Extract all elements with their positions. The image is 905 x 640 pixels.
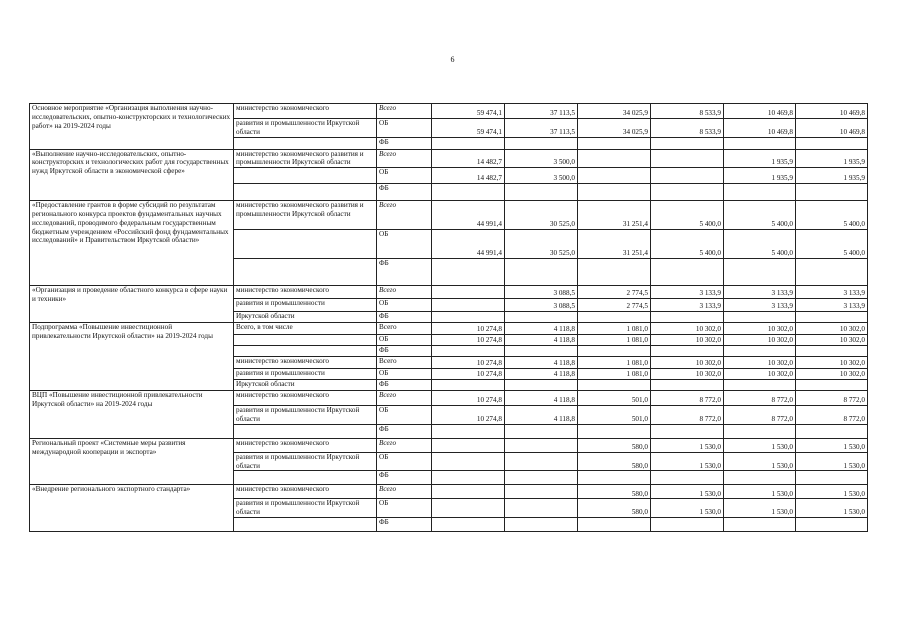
value-cell <box>578 424 651 438</box>
value-cell <box>432 380 505 391</box>
value-cell: 501,0 <box>578 391 651 406</box>
value-cell: 10 469,8 <box>796 104 868 119</box>
value-cell: 3 133,9 <box>651 286 724 299</box>
value-cell <box>432 137 505 149</box>
executor-cell <box>234 184 377 201</box>
value-cell <box>505 424 578 438</box>
executor-cell: министерство экономического <box>234 391 377 406</box>
value-cell <box>651 424 724 438</box>
value-cell: 59 474,1 <box>432 119 505 138</box>
value-cell <box>796 380 868 391</box>
value-cell <box>724 517 796 531</box>
executor-cell: развития и промышленности Иркутской области <box>234 406 377 425</box>
value-cell <box>651 137 724 149</box>
funding-source-cell: ОБ <box>377 335 432 346</box>
funding-source-cell: Всего <box>377 149 432 168</box>
funding-source-cell: ОБ <box>377 452 432 471</box>
funding-source-cell: ФБ <box>377 184 432 201</box>
funding-source-cell: ФБ <box>377 517 432 531</box>
value-cell: 8 772,0 <box>651 391 724 406</box>
value-cell <box>578 517 651 531</box>
value-cell <box>796 517 868 531</box>
value-cell: 10 274,8 <box>432 335 505 346</box>
value-cell <box>432 424 505 438</box>
value-cell <box>651 312 724 323</box>
value-cell <box>432 259 505 286</box>
funding-source-cell: ФБ <box>377 312 432 323</box>
funding-source-cell: ОБ <box>377 406 432 425</box>
value-cell: 10 302,0 <box>651 369 724 380</box>
value-cell <box>432 346 505 357</box>
value-cell <box>505 499 578 518</box>
value-cell <box>724 380 796 391</box>
value-cell: 1 935,9 <box>796 168 868 184</box>
value-cell: 10 469,8 <box>796 119 868 138</box>
value-cell: 5 400,0 <box>796 201 868 230</box>
value-cell: 10 302,0 <box>651 357 724 369</box>
table-row <box>30 485 868 499</box>
value-cell <box>432 471 505 485</box>
table-row <box>30 149 868 168</box>
value-cell: 59 474,1 <box>432 104 505 119</box>
value-cell: 4 118,8 <box>505 357 578 369</box>
value-cell: 10 274,8 <box>432 391 505 406</box>
budget-table <box>29 103 868 532</box>
value-cell: 1 530,0 <box>796 438 868 452</box>
value-cell <box>432 499 505 518</box>
table-row <box>30 286 868 299</box>
value-cell: 1 530,0 <box>651 438 724 452</box>
executor-cell: Иркутской области <box>234 380 377 391</box>
value-cell <box>578 184 651 201</box>
value-cell <box>724 346 796 357</box>
value-cell: 3 133,9 <box>796 286 868 299</box>
value-cell <box>724 471 796 485</box>
value-cell <box>578 346 651 357</box>
value-cell: 8 772,0 <box>651 406 724 425</box>
funding-source-cell: ОБ <box>377 119 432 138</box>
activity-name: «Организация и проведение областного конкурса в сфере науки и техники» <box>30 286 234 323</box>
funding-source-cell: ФБ <box>377 137 432 149</box>
value-cell: 1 530,0 <box>796 499 868 518</box>
value-cell: 10 302,0 <box>724 369 796 380</box>
value-cell: 14 482,7 <box>432 149 505 168</box>
funding-source-cell: ФБ <box>377 471 432 485</box>
value-cell: 10 274,8 <box>432 406 505 425</box>
value-cell <box>578 312 651 323</box>
value-cell <box>724 424 796 438</box>
executor-cell <box>234 230 377 259</box>
funding-source-cell: Всего <box>377 485 432 499</box>
executor-cell: развития и промышленности Иркутской области <box>234 499 377 518</box>
value-cell <box>505 452 578 471</box>
value-cell: 1 530,0 <box>651 499 724 518</box>
value-cell: 10 302,0 <box>796 357 868 369</box>
value-cell: 3 133,9 <box>724 299 796 312</box>
value-cell <box>651 149 724 168</box>
value-cell: 1 530,0 <box>796 452 868 471</box>
activity-name: Подпрограмма «Повышение инвестиционной привлекательности Иркутской области» на 2019-2024 годы <box>30 323 234 391</box>
value-cell: 8 533,9 <box>651 104 724 119</box>
table-row <box>30 201 868 230</box>
value-cell: 3 133,9 <box>651 299 724 312</box>
executor-cell: развития и промышленности <box>234 299 377 312</box>
value-cell: 10 274,8 <box>432 357 505 369</box>
value-cell: 10 469,8 <box>724 104 796 119</box>
value-cell <box>432 312 505 323</box>
value-cell: 1 081,0 <box>578 335 651 346</box>
value-cell: 37 113,5 <box>505 119 578 138</box>
value-cell <box>724 137 796 149</box>
value-cell: 10 274,8 <box>432 369 505 380</box>
value-cell: 4 118,8 <box>505 369 578 380</box>
value-cell <box>796 346 868 357</box>
activity-name: ВЦП «Повышение инвестиционной привлекательности Иркутской области» на 2019-2024 годы <box>30 391 234 439</box>
value-cell: 10 469,8 <box>724 119 796 138</box>
value-cell: 3 500,0 <box>505 149 578 168</box>
value-cell <box>651 259 724 286</box>
value-cell: 44 991,4 <box>432 201 505 230</box>
value-cell <box>578 149 651 168</box>
funding-source-cell: Всего <box>377 286 432 299</box>
value-cell <box>651 471 724 485</box>
value-cell <box>796 259 868 286</box>
value-cell: 5 400,0 <box>796 230 868 259</box>
value-cell <box>432 299 505 312</box>
value-cell: 501,0 <box>578 406 651 425</box>
value-cell: 8 772,0 <box>796 406 868 425</box>
value-cell: 580,0 <box>578 438 651 452</box>
value-cell: 3 088,5 <box>505 286 578 299</box>
value-cell: 14 482,7 <box>432 168 505 184</box>
funding-source-cell: Всего <box>377 323 432 335</box>
value-cell: 8 772,0 <box>796 391 868 406</box>
funding-source-cell: ОБ <box>377 499 432 518</box>
funding-source-cell: Всего <box>377 357 432 369</box>
value-cell: 8 533,9 <box>651 119 724 138</box>
activity-name: «Выполнение научно-исследовательских, опытно-конструкторских и технологических работ для государственных нужд Иркутской области в экономической сфере» <box>30 149 234 201</box>
value-cell <box>432 517 505 531</box>
value-cell: 34 025,9 <box>578 119 651 138</box>
value-cell <box>432 438 505 452</box>
value-cell: 1 530,0 <box>724 438 796 452</box>
value-cell: 4 118,8 <box>505 335 578 346</box>
value-cell: 2 774,5 <box>578 286 651 299</box>
value-cell: 5 400,0 <box>724 230 796 259</box>
value-cell <box>578 137 651 149</box>
value-cell: 10 302,0 <box>796 369 868 380</box>
value-cell: 31 251,4 <box>578 230 651 259</box>
value-cell: 37 113,5 <box>505 104 578 119</box>
executor-cell <box>234 346 377 357</box>
value-cell <box>432 184 505 201</box>
value-cell: 44 991,4 <box>432 230 505 259</box>
value-cell <box>796 424 868 438</box>
executor-cell: министерство экономического <box>234 104 377 119</box>
value-cell: 1 081,0 <box>578 323 651 335</box>
value-cell <box>432 452 505 471</box>
value-cell <box>578 471 651 485</box>
value-cell: 1 935,9 <box>724 149 796 168</box>
executor-cell <box>234 471 377 485</box>
value-cell <box>505 259 578 286</box>
value-cell <box>432 286 505 299</box>
value-cell: 5 400,0 <box>651 230 724 259</box>
funding-source-cell: Всего <box>377 438 432 452</box>
value-cell <box>651 380 724 391</box>
value-cell <box>578 259 651 286</box>
value-cell: 10 302,0 <box>724 335 796 346</box>
value-cell <box>651 168 724 184</box>
executor-cell: министерство экономического <box>234 438 377 452</box>
funding-source-cell: ОБ <box>377 168 432 184</box>
value-cell: 1 530,0 <box>724 499 796 518</box>
value-cell: 10 302,0 <box>796 335 868 346</box>
activity-name: «Внедрение регионального экспортного стандарта» <box>30 485 234 532</box>
value-cell <box>651 184 724 201</box>
executor-cell <box>234 259 377 286</box>
funding-source-cell: ОБ <box>377 230 432 259</box>
executor-cell <box>234 335 377 346</box>
value-cell: 10 302,0 <box>796 323 868 335</box>
value-cell: 1 935,9 <box>724 168 796 184</box>
value-cell <box>796 137 868 149</box>
table-row <box>30 391 868 406</box>
value-cell: 10 274,8 <box>432 323 505 335</box>
value-cell <box>796 471 868 485</box>
value-cell: 4 118,8 <box>505 391 578 406</box>
value-cell: 3 088,5 <box>505 299 578 312</box>
funding-source-cell: ФБ <box>377 380 432 391</box>
executor-cell: Иркутской области <box>234 312 377 323</box>
value-cell: 3 133,9 <box>724 286 796 299</box>
funding-source-cell: Всего <box>377 201 432 230</box>
funding-source-cell: ОБ <box>377 299 432 312</box>
executor-cell: Всего, в том числе <box>234 323 377 335</box>
value-cell: 3 500,0 <box>505 168 578 184</box>
value-cell: 5 400,0 <box>651 201 724 230</box>
value-cell <box>505 346 578 357</box>
value-cell: 3 133,9 <box>796 299 868 312</box>
value-cell: 1 530,0 <box>796 485 868 499</box>
executor-cell: развития и промышленности Иркутской области <box>234 119 377 138</box>
value-cell: 1 530,0 <box>724 485 796 499</box>
value-cell: 30 525,0 <box>505 201 578 230</box>
value-cell: 5 400,0 <box>724 201 796 230</box>
value-cell <box>432 485 505 499</box>
value-cell <box>796 184 868 201</box>
value-cell: 10 302,0 <box>651 335 724 346</box>
value-cell <box>505 485 578 499</box>
executor-cell: министерство экономического развития и промышленности Иркутской области <box>234 149 377 168</box>
value-cell: 1 530,0 <box>651 485 724 499</box>
value-cell: 31 251,4 <box>578 201 651 230</box>
value-cell <box>505 517 578 531</box>
value-cell: 34 025,9 <box>578 104 651 119</box>
table-row <box>30 323 868 335</box>
value-cell: 580,0 <box>578 452 651 471</box>
activity-name: «Предоставление грантов в форме субсидий по результатам регионального конкурса проектов фундаментальных научных исследований, проводимого федеральным государственным бюджетным учреждением «Российский фонд фундаментальных исследований» и Правительством Иркутской области» <box>30 201 234 286</box>
page-number: 6 <box>450 55 455 64</box>
value-cell <box>505 184 578 201</box>
value-cell: 1 935,9 <box>796 149 868 168</box>
value-cell <box>505 471 578 485</box>
executor-cell <box>234 168 377 184</box>
funding-source-cell: ОБ <box>377 369 432 380</box>
funding-source-cell: Всего <box>377 104 432 119</box>
value-cell <box>578 168 651 184</box>
value-cell: 8 772,0 <box>724 391 796 406</box>
activity-name: Региональный проект «Системные меры развития международной кооперации и экспорта» <box>30 438 234 485</box>
value-cell: 10 302,0 <box>651 323 724 335</box>
value-cell: 2 774,5 <box>578 299 651 312</box>
table-row <box>30 438 868 452</box>
executor-cell: развития и промышленности Иркутской области <box>234 452 377 471</box>
value-cell <box>724 312 796 323</box>
value-cell: 30 525,0 <box>505 230 578 259</box>
value-cell <box>796 312 868 323</box>
value-cell: 580,0 <box>578 485 651 499</box>
value-cell: 10 302,0 <box>724 323 796 335</box>
value-cell <box>505 380 578 391</box>
executor-cell: министерство экономического <box>234 485 377 499</box>
value-cell: 4 118,8 <box>505 406 578 425</box>
value-cell: 1 081,0 <box>578 357 651 369</box>
funding-source-cell: Всего <box>377 391 432 406</box>
value-cell <box>651 517 724 531</box>
value-cell <box>578 380 651 391</box>
value-cell: 4 118,8 <box>505 323 578 335</box>
funding-source-cell: ФБ <box>377 346 432 357</box>
value-cell <box>505 438 578 452</box>
value-cell <box>505 312 578 323</box>
value-cell: 1 530,0 <box>724 452 796 471</box>
table-row <box>30 104 868 119</box>
funding-source-cell: ФБ <box>377 424 432 438</box>
executor-cell: развития и промышленности <box>234 369 377 380</box>
executor-cell: министерство экономического <box>234 357 377 369</box>
value-cell: 8 772,0 <box>724 406 796 425</box>
value-cell <box>724 184 796 201</box>
value-cell <box>724 259 796 286</box>
funding-source-cell: ФБ <box>377 259 432 286</box>
executor-cell <box>234 424 377 438</box>
value-cell <box>505 137 578 149</box>
value-cell <box>651 346 724 357</box>
executor-cell <box>234 517 377 531</box>
activity-name: Основное мероприятие «Организация выполнения научно-исследовательских, опытно-конструкторских и технологических работ» на 2019-2024 годы <box>30 104 234 150</box>
value-cell: 10 302,0 <box>724 357 796 369</box>
executor-cell <box>234 137 377 149</box>
executor-cell: министерство экономического <box>234 286 377 299</box>
value-cell: 580,0 <box>578 499 651 518</box>
executor-cell: министерство экономического развития и промышленности Иркутской области <box>234 201 377 230</box>
value-cell: 1 081,0 <box>578 369 651 380</box>
value-cell: 1 530,0 <box>651 452 724 471</box>
